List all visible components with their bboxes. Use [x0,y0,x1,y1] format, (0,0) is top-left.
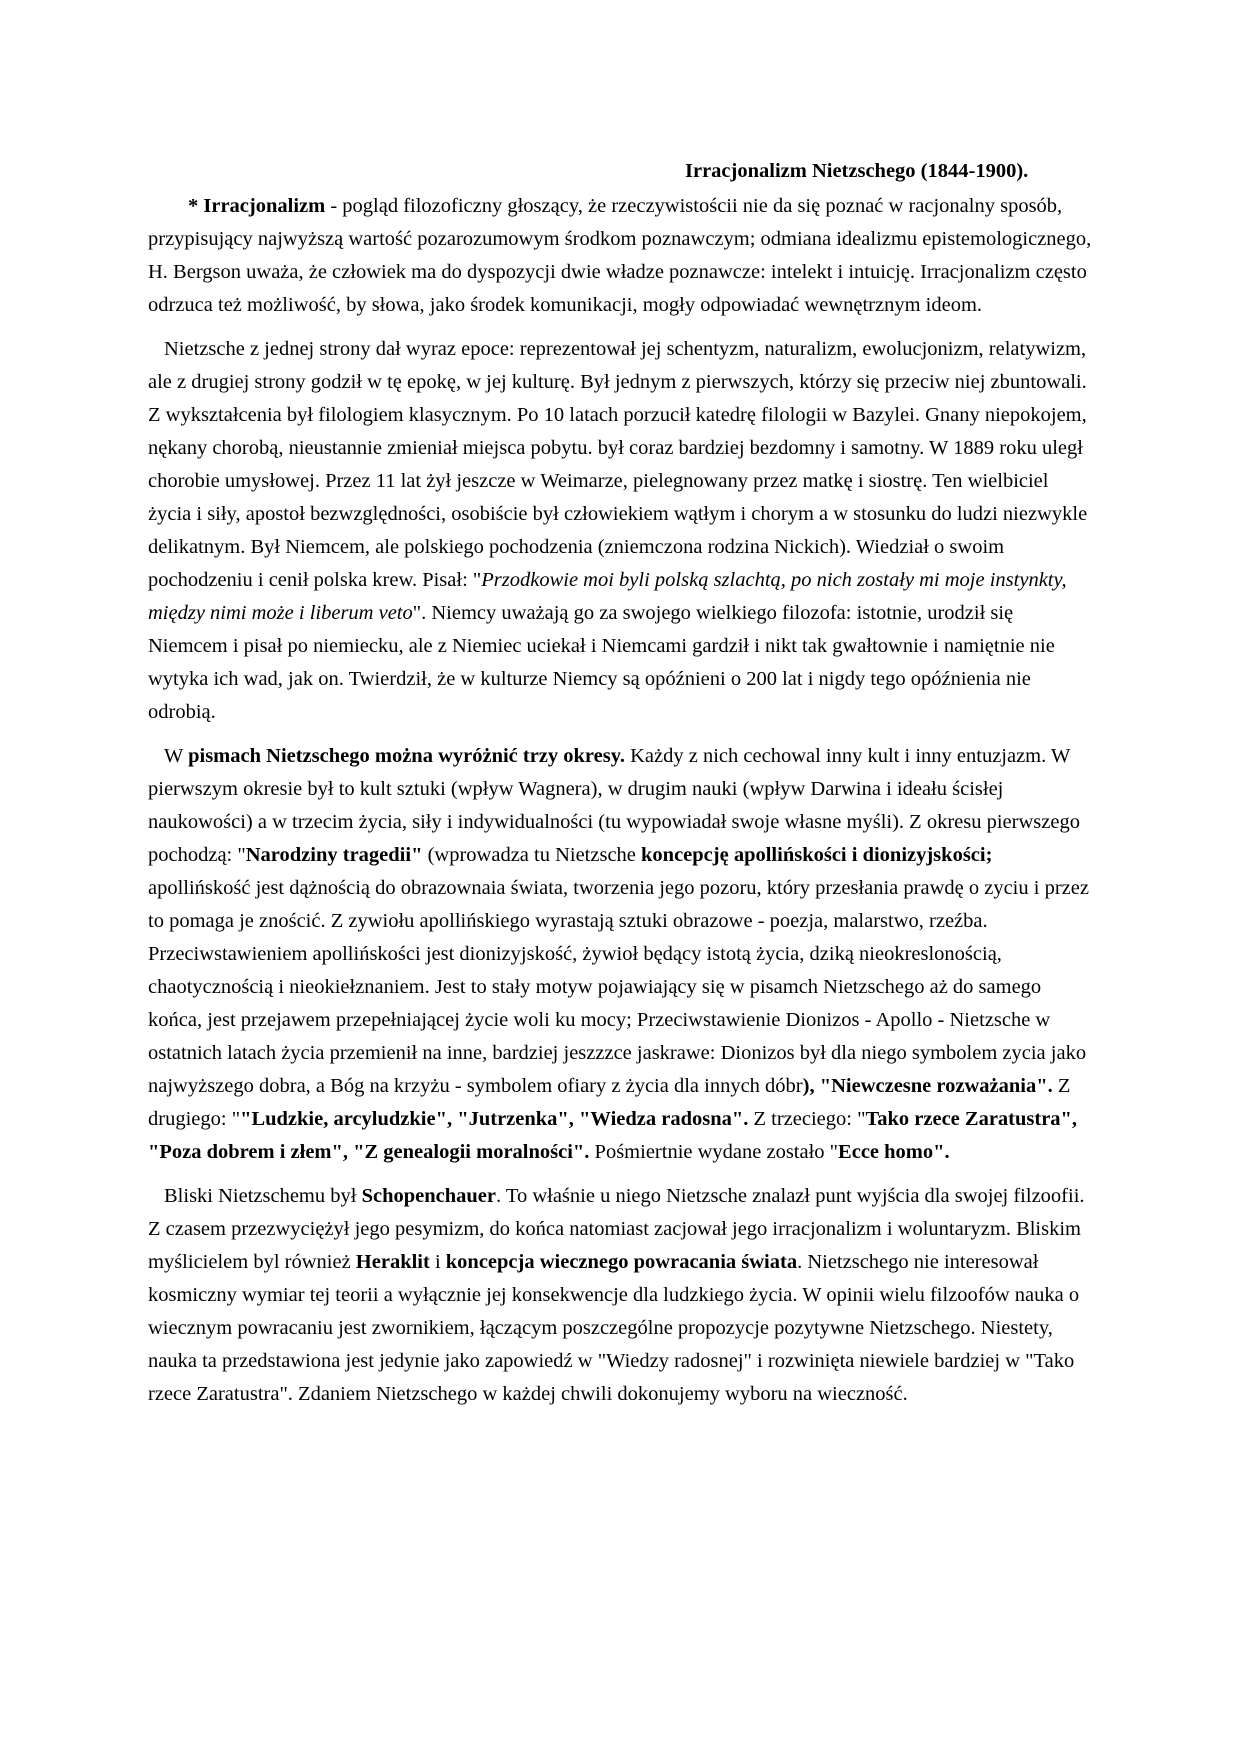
document-title: Irracjonalizm Nietzschego (1844-1900). [685,160,1029,182]
text-run: "Ludzkie, arcyludzkie", "Jutrzenka", "Wiedza radosna". [240,1108,749,1130]
text-run: i [429,1251,446,1273]
text-run: * Irracjonalizm [188,195,326,217]
document-page [148,155,1096,1411]
text-run: . To właśnie u niego Nietzsche znalazł punt wyjścia dla swojej filzoofii. Z czasem przezwyciężył jego pesymizm, do końca natomiast zacjował jego irracjonalizm i woluntaryzm. Bliskim myślicielem byl również [148,1185,1085,1273]
paragraph-periods [148,740,1096,1169]
text-run: Przodkowie moi byli polską szlachtą, po nich zostały mi moje instynkty, między nimi może i liberum veto [148,569,1067,624]
text-run: Pośmiertnie wydane zostało " [589,1141,839,1163]
text-run: ), "Niewczesne rozważania". [802,1075,1053,1097]
text-run: Każdy z nich cechowal inny kult i inny entuzjazm. W pierwszym okresie był to kult sztuki (wpływ Wagnera), w drugim nauki (wpływ Darwina i ideału ścisłej naukowości) a w trzecim życia, siły i indywidualności (tu wypowiadał swoje własne myśli). Z okresu pierwszego pochodzą: " [148,745,1080,866]
text-run: W [164,745,189,767]
text-run: Z drugiego: " [148,1075,1071,1130]
text-run: ". Niemcy uważają go za swojego wielkiego filozofa: istotnie, urodził się Niemcem i pisał po niemiecku, ale z Niemiec uciekał i Niemcami gardził i nikt tak gwałtownie i namiętnie nie wytyka ich wad, jak on. Twierdził, że w kulturze Niemcy są opóźnieni o 200 lat i nigdy tego opóźnienia nie odrobią. [148,602,1055,723]
text-run: koncepcja wiecznego powracania świata [445,1251,798,1273]
text-run: . Nietzschego nie interesował kosmiczny wymiar tej teorii a wyłącznie jej konsekwencje dla ludzkiego życia. W opinii wielu filzoofów nauka o wiecznym powracaniu jest zwornikiem, łączącym poszczególne propozycje pozytywne Nietzschego. Niestety, nauka ta przedstawiona jest jedynie jako zapowiedź w "Wiedzy radosnej" i rozwinięta niewiele bardziej w "Tako rzece Zaratustra". Zdaniem Nietzschego w każdej chwili dokonujemy wyboru na wieczność. [148,1251,1080,1405]
text-run: Nietzsche z jednej strony dał wyraz epoce: reprezentował jej schentyzm, naturalizm, ewolucjonizm, relatywizm, ale z drugiej strony godził w tę epokę, w jej kulturę. Był jednym z pierwszych, którzy się przeciw niej zbuntowali. Z wykształcenia był filologiem klasycznym. Po 10 latach porzucił katedrę filologii w Bazylei. Gnany niepokojem, nękany chorobą, nieustannie zmieniał miejsca pobytu. był coraz bardziej bezdomny i samotny. W 1889 roku uległ chorobie umysłowej. Przez 11 lat żył jeszcze w Weimarze, pielegnowany przez matkę i siostrę. Ten wielbiciel życia i siły, apostoł bezwzględności, osobiście był człowiekiem wątłym i chorym a w stosunku do ludzi niezwykle delikatnym. Był Niemcem, ale polskiego pochodzenia (zniemczona rodzina Nickich). Wiedział o swoim pochodzeniu i cenił polska krew. Pisał: " [148,338,1088,591]
text-run: koncepcję apollińskości i dionizyjskości; [641,844,993,866]
text-run: (wprowadza tu Nietzsche [422,844,642,866]
text-run: pismach Nietzschego można wyróżnić trzy okresy. [188,745,625,767]
paragraph-definition [148,190,1096,322]
text-run: apollińskość jest dążnością do obrazownaia świata, tworzenia jego pozoru, który przesłania prawdę o zyciu i przez to pomaga je znościć. Z zywiołu apollińskiego wyrastają sztuki obrazowe - poezja, malarstwo, rzeźba. Przeciwstawieniem apollińskości jest dionizyjskość, żywioł będący istotą życia, dziką nieokreslonością, chaotycznością i nieokiełznaniem. Jest to stały motyw pojawiający się w pisamch Nietzschego aż do samego końca, jest przejawem przepełniającej życie woli ku mocy; Przeciwstawienie Dionizos - Apollo - Nietzsche w ostatnich latach życia przemienił na inne, bardziej jeszzzce jaskrawe: Dionizos był dla niego symbolem zycia jako najwyższego dobra, a Bóg na krzyżu - symbolem ofiary z życia dla innych dóbr [148,877,1089,1097]
paragraph-influences [148,1180,1096,1411]
text-run: Bliski Nietzschemu był [164,1185,362,1207]
text-run: Z trzeciego: " [748,1108,866,1130]
paragraph-biography [148,333,1096,729]
text-run: Schopenchauer [361,1185,496,1207]
text-run: Tako rzece Zaratustra", "Poza dobrem i złem", "Z genealogii moralności". [148,1108,1078,1163]
text-run: Narodziny tragedii" [245,844,423,866]
text-run: Ecce homo". [838,1141,950,1163]
text-run: - pogląd filozoficzny głoszący, że rzeczywistościi nie da się poznać w racjonalny sposób, przypisujący najwyższą wartość pozarozumowym środkom poznawczym; odmiana idealizmu epistemologicznego, H. Bergson uważa, że człowiek ma do dyspozycji dwie władze poznawcze: intelekt i intuicję. Irracjonalizm często odrzuca też możliwość, by słowa, jako środek komunikacji, mogły odpowiadać wewnętrznym ideom. [148,195,1092,316]
text-run: Heraklit [355,1251,430,1273]
